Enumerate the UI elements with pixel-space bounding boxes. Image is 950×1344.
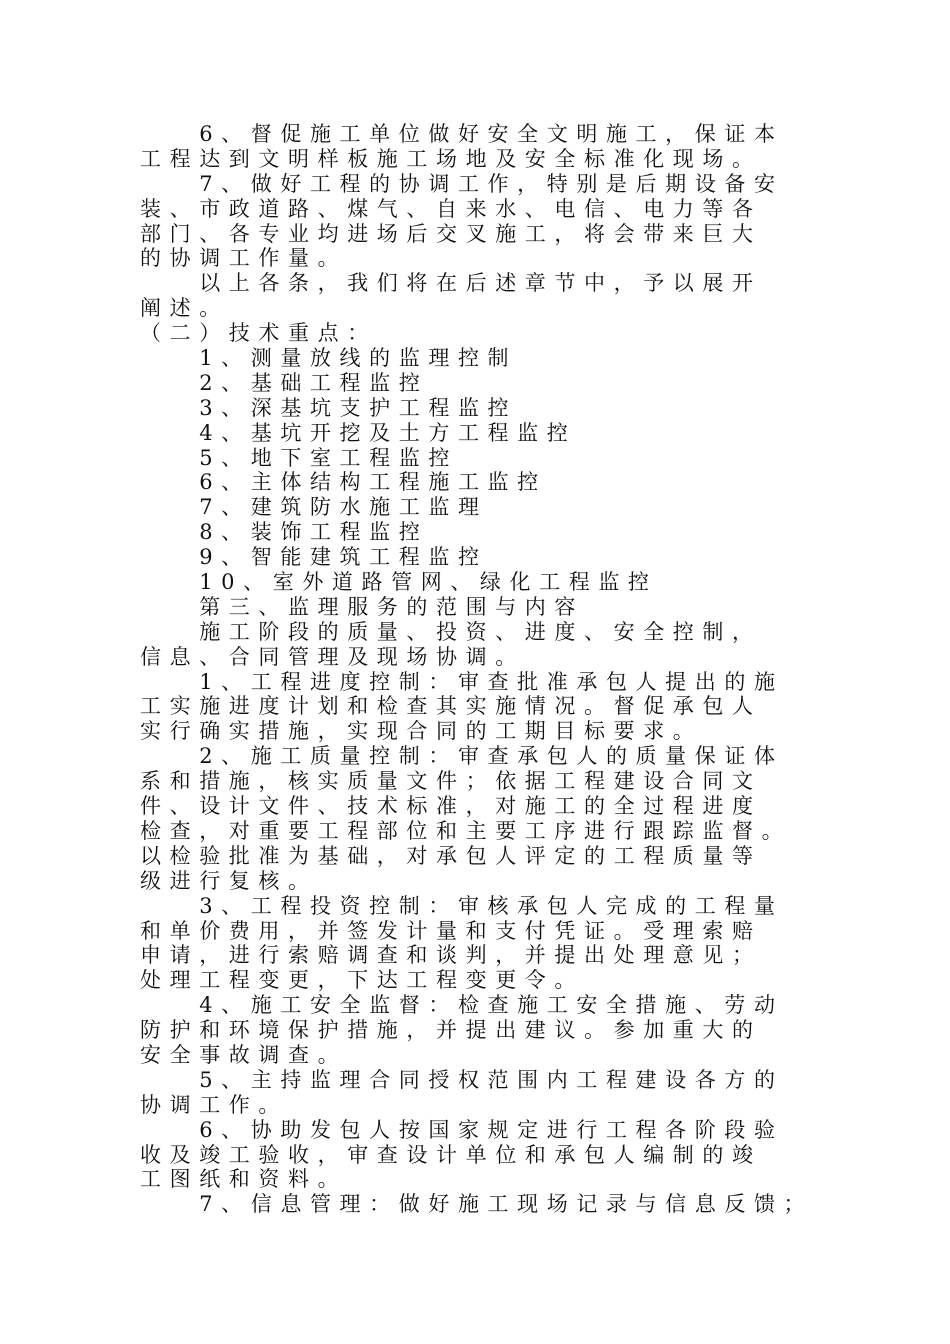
- text-line: 收及竣工验收，审查设计单位和承包人编制的竣: [140, 1142, 762, 1167]
- text-line: 4、施工安全监督：检查施工安全措施、劳动: [140, 993, 784, 1018]
- text-line: 信息、合同管理及现场协调。: [140, 644, 525, 669]
- text-line: 工实施进度计划和检查其实施情况。督促承包人: [140, 694, 762, 719]
- text-line: 检查，对重要工程部位和主要工序进行跟踪监督。: [140, 818, 792, 843]
- text-line: 8、装饰工程监控: [140, 520, 429, 545]
- text-line: 以上各条，我们将在后述章节中，予以展开: [140, 271, 762, 296]
- text-line: 1、测量放线的监理控制: [140, 346, 518, 371]
- text-line: 第三、监理服务的范围与内容: [140, 594, 584, 619]
- text-line: 6、主体结构工程施工监控: [140, 470, 547, 495]
- text-line: 施工阶段的质量、投资、进度、安全控制，: [140, 619, 762, 644]
- text-line: 处理工程变更，下达工程变更令。: [140, 968, 584, 993]
- text-line: 实行确实措施，实现合同的工期目标要求。: [140, 719, 703, 744]
- text-line: 7、信息管理：做好施工现场记录与信息反馈；: [140, 1192, 814, 1217]
- text-line: 10、室外道路管网、绿化工程监控: [140, 570, 658, 595]
- text-line: 6、协助发包人按国家规定进行工程各阶段验: [140, 1117, 784, 1142]
- text-line: 2、基础工程监控: [140, 370, 429, 395]
- text-line: 和单价费用，并签发计量和支付凭证。受理索赔: [140, 918, 762, 943]
- text-line: 装、市政道路、煤气、自来水、电信、电力等各: [140, 196, 762, 221]
- text-line: 申请，进行索赔调查和谈判，并提出处理意见；: [140, 943, 762, 968]
- text-line: 系和措施，核实质量文件；依据工程建设合同文: [140, 769, 762, 794]
- text-line: 的协调工作量。: [140, 246, 348, 271]
- text-line: 4、基坑开挖及土方工程监控: [140, 420, 577, 445]
- text-line: 防护和环境保护措施，并提出建议。参加重大的: [140, 1018, 762, 1043]
- text-line: 级进行复核。: [140, 868, 318, 893]
- text-line: 3、工程投资控制：审核承包人完成的工程量: [140, 893, 784, 918]
- text-line: 安全事故调查。: [140, 1042, 348, 1067]
- text-line: 7、建筑防水施工监理: [140, 495, 488, 520]
- text-line: 工图纸和资料。: [140, 1167, 348, 1192]
- text-line: 7、做好工程的协调工作，特别是后期设备安: [140, 171, 784, 196]
- text-line: 9、智能建筑工程监控: [140, 545, 488, 570]
- text-line: 工程达到文明样板施工场地及安全标准化现场。: [140, 146, 762, 171]
- text-line: 件、设计文件、技术标准，对施工的全过程进度: [140, 794, 762, 819]
- text-line: 1、工程进度控制：审查批准承包人提出的施: [140, 669, 784, 694]
- document-body: [140, 122, 840, 1217]
- text-line: 5、主持监理合同授权范围内工程建设各方的: [140, 1067, 784, 1092]
- text-line: （二）技术重点：: [140, 321, 377, 346]
- text-line: 3、深基坑支护工程监控: [140, 395, 518, 420]
- text-line: 以检验批准为基础，对承包人评定的工程质量等: [140, 843, 762, 868]
- text-line: 2、施工质量控制：审查承包人的质量保证体: [140, 744, 784, 769]
- text-line: 6、督促施工单位做好安全文明施工，保证本: [140, 122, 784, 146]
- text-line: 5、地下室工程监控: [140, 445, 458, 470]
- text-line: 部门、各专业均进场后交叉施工，将会带来巨大: [140, 221, 762, 246]
- text-line: 阐述。: [140, 296, 229, 321]
- text-line: 协调工作。: [140, 1092, 288, 1117]
